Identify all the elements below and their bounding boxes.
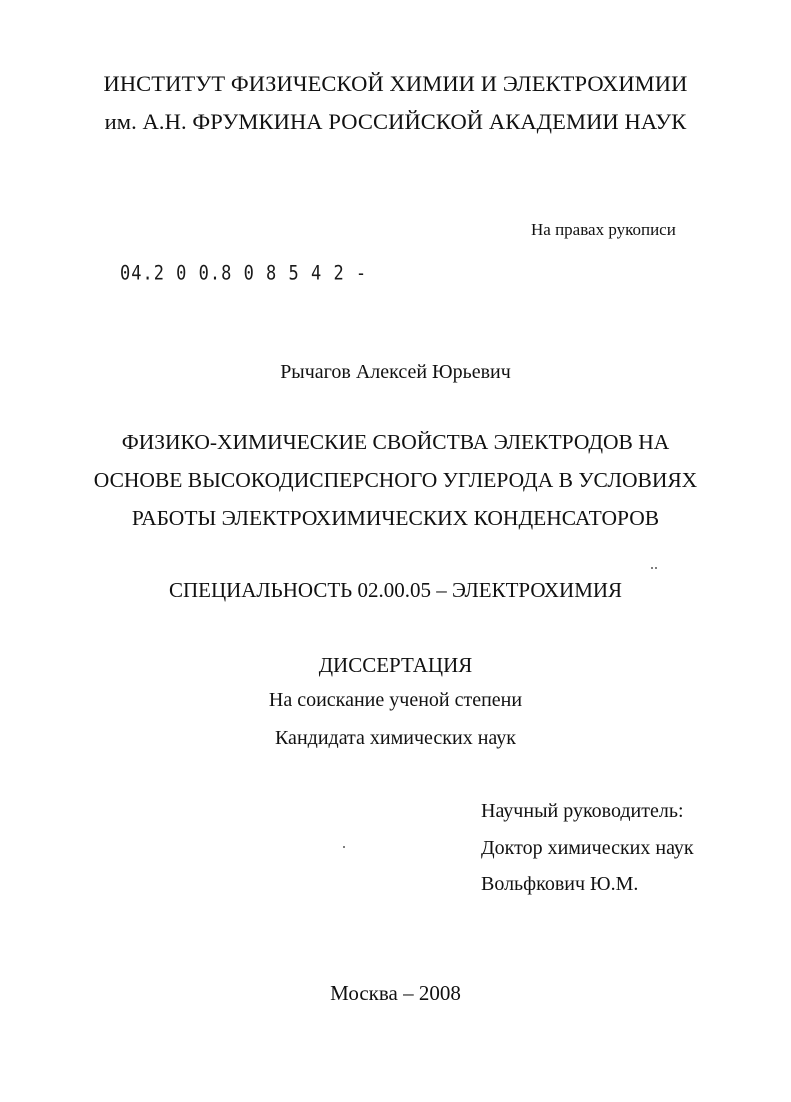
archive-stamp-number: 04.2 0 0.8 0 8 5 4 2 -: [120, 262, 368, 285]
scan-speck: [655, 567, 657, 569]
specialty-line: СПЕЦИАЛЬНОСТЬ 02.00.05 – ЭЛЕКТРОХИМИЯ: [168, 578, 623, 602]
title-line3: РАБОТЫ ЭЛЕКТРОХИМИЧЕСКИХ КОНДЕНСАТОРОВ: [131, 506, 660, 530]
title-line2: ОСНОВЕ ВЫСОКОДИСПЕРСНОГО УГЛЕРОДА В УСЛОВИЯХ: [93, 468, 698, 492]
rights-note: На правах рукописи: [531, 220, 676, 239]
scan-speck: [651, 567, 653, 569]
institute-name-line1: ИНСТИТУТ ФИЗИЧЕСКОЙ ХИМИИ И ЭЛЕКТРОХИМИИ: [103, 71, 688, 96]
degree-line2: Кандидата химических наук: [274, 727, 516, 749]
institute-name-line2: им. А.Н. ФРУМКИНА РОССИЙСКОЙ АКАДЕМИИ НАУК: [104, 109, 687, 134]
degree-line1: На соискание ученой степени: [268, 689, 523, 711]
supervisor-name: Вольфкович Ю.М.: [481, 873, 639, 895]
dissertation-label: ДИССЕРТАЦИЯ: [318, 653, 473, 677]
supervisor-label: Научный руководитель:: [481, 800, 684, 822]
author-name: Рычагов Алексей Юрьевич: [280, 361, 511, 383]
city-year: Москва – 2008: [330, 981, 461, 1005]
title-line1: ФИЗИКО-ХИМИЧЕСКИЕ СВОЙСТВА ЭЛЕКТРОДОВ НА: [121, 430, 670, 454]
supervisor-degree: Доктор химических наук: [481, 837, 694, 859]
scan-speck: [343, 846, 345, 848]
